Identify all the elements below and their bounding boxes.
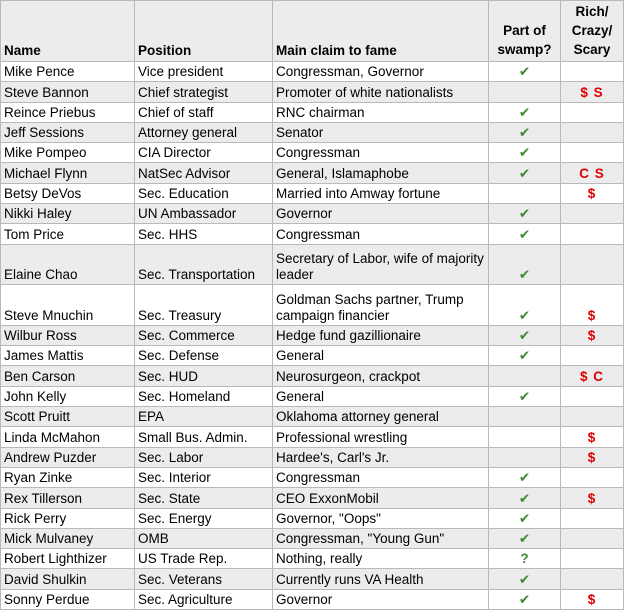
cell-name: Mike Pompeo (1, 143, 135, 163)
cell-position: Sec. HUD (135, 366, 273, 386)
cell-name: Ben Carson (1, 366, 135, 386)
cell-position: CIA Director (135, 143, 273, 163)
header-row (1, 1, 624, 62)
table-row (1, 204, 624, 224)
header-position: Position (135, 1, 273, 62)
table-row (1, 224, 624, 244)
cell-swamp (489, 427, 561, 447)
cell-claim: Congressman (273, 143, 489, 163)
cell-position: Sec. Agriculture (135, 589, 273, 609)
cell-swamp: ✔ (489, 325, 561, 345)
cell-rcs (561, 549, 624, 569)
table-row (1, 549, 624, 569)
cell-position: Sec. Veterans (135, 569, 273, 589)
table-row (1, 82, 624, 102)
cell-position: Chief strategist (135, 82, 273, 102)
cell-position: US Trade Rep. (135, 549, 273, 569)
table-row (1, 183, 624, 203)
cell-name: Michael Flynn (1, 163, 135, 183)
cell-rcs (561, 528, 624, 548)
cell-swamp: ✔ (489, 467, 561, 487)
cell-rcs: $ C (561, 366, 624, 386)
cell-position: Sec. Energy (135, 508, 273, 528)
cell-rcs (561, 386, 624, 406)
table-row (1, 528, 624, 548)
table-row (1, 285, 624, 326)
cell-rcs: $ S (561, 82, 624, 102)
table-row (1, 122, 624, 142)
cell-claim: Congressman, "Young Gun" (273, 528, 489, 548)
cell-name: Ryan Zinke (1, 467, 135, 487)
cell-rcs (561, 204, 624, 224)
cell-swamp: ✔ (489, 589, 561, 609)
table-row (1, 102, 624, 122)
cell-claim: Goldman Sachs partner, Trump campaign financier (273, 285, 489, 326)
table-body (1, 62, 624, 610)
cell-swamp: ? (489, 549, 561, 569)
table-row (1, 407, 624, 427)
cell-position: Vice president (135, 62, 273, 82)
cell-claim: Governor, "Oops" (273, 508, 489, 528)
cell-name: Steve Mnuchin (1, 285, 135, 326)
cell-claim: Married into Amway fortune (273, 183, 489, 203)
cell-rcs (561, 62, 624, 82)
cell-rcs (561, 508, 624, 528)
cell-claim: General (273, 386, 489, 406)
cell-position: Sec. HHS (135, 224, 273, 244)
cell-position: Sec. State (135, 488, 273, 508)
cell-claim: Governor (273, 589, 489, 609)
cell-position: NatSec Advisor (135, 163, 273, 183)
cell-rcs: $ (561, 589, 624, 609)
cell-rcs: $ (561, 488, 624, 508)
cell-position: Sec. Education (135, 183, 273, 203)
cell-swamp: ✔ (489, 386, 561, 406)
cell-claim: Oklahoma attorney general (273, 407, 489, 427)
cell-position: Small Bus. Admin. (135, 427, 273, 447)
table-row (1, 325, 624, 345)
cell-position: Chief of staff (135, 102, 273, 122)
cell-claim: CEO ExxonMobil (273, 488, 489, 508)
cell-position: Sec. Defense (135, 346, 273, 366)
table-row (1, 488, 624, 508)
cell-swamp: ✔ (489, 102, 561, 122)
cell-rcs (561, 143, 624, 163)
cell-rcs (561, 122, 624, 142)
cell-name: James Mattis (1, 346, 135, 366)
cell-position: Sec. Treasury (135, 285, 273, 326)
table-row (1, 143, 624, 163)
cell-claim: RNC chairman (273, 102, 489, 122)
table-row (1, 467, 624, 487)
cell-rcs (561, 102, 624, 122)
table-row (1, 569, 624, 589)
table-row (1, 366, 624, 386)
cell-name: Rex Tillerson (1, 488, 135, 508)
cell-name: Andrew Puzder (1, 447, 135, 467)
cell-claim: General (273, 346, 489, 366)
cell-name: Tom Price (1, 224, 135, 244)
cell-claim: Secretary of Labor, wife of majority leader (273, 244, 489, 285)
cell-name: Mike Pence (1, 62, 135, 82)
cell-rcs (561, 569, 624, 589)
cell-position: Sec. Labor (135, 447, 273, 467)
cell-name: Elaine Chao (1, 244, 135, 285)
cell-name: Mick Mulvaney (1, 528, 135, 548)
cell-position: OMB (135, 528, 273, 548)
cell-name: Wilbur Ross (1, 325, 135, 345)
cell-swamp (489, 447, 561, 467)
cell-claim: Promoter of white nationalists (273, 82, 489, 102)
cell-swamp: ✔ (489, 508, 561, 528)
cell-claim: Governor (273, 204, 489, 224)
cell-claim: Currently runs VA Health (273, 569, 489, 589)
cell-swamp (489, 407, 561, 427)
table-row (1, 244, 624, 285)
cell-claim: Congressman, Governor (273, 62, 489, 82)
cell-name: Jeff Sessions (1, 122, 135, 142)
cell-claim: Neurosurgeon, crackpot (273, 366, 489, 386)
cell-name: Betsy DeVos (1, 183, 135, 203)
table-row (1, 508, 624, 528)
cell-rcs (561, 244, 624, 285)
cell-rcs: $ (561, 325, 624, 345)
cell-claim: General, Islamaphobe (273, 163, 489, 183)
cell-rcs: C S (561, 163, 624, 183)
cell-name: Rick Perry (1, 508, 135, 528)
cell-swamp: ✔ (489, 285, 561, 326)
cell-position: EPA (135, 407, 273, 427)
table-row (1, 163, 624, 183)
cell-position: Sec. Interior (135, 467, 273, 487)
cell-swamp (489, 82, 561, 102)
cell-swamp: ✔ (489, 488, 561, 508)
cell-swamp: ✔ (489, 143, 561, 163)
cell-rcs (561, 467, 624, 487)
cell-name: John Kelly (1, 386, 135, 406)
cell-swamp (489, 183, 561, 203)
cell-claim: Senator (273, 122, 489, 142)
cell-swamp: ✔ (489, 346, 561, 366)
cell-claim: Hardee's, Carl's Jr. (273, 447, 489, 467)
cell-name: Scott Pruitt (1, 407, 135, 427)
cell-rcs: $ (561, 427, 624, 447)
table-row (1, 62, 624, 82)
cell-rcs: $ (561, 285, 624, 326)
cell-name: Nikki Haley (1, 204, 135, 224)
cell-position: Sec. Homeland (135, 386, 273, 406)
table-row (1, 346, 624, 366)
cell-name: Reince Priebus (1, 102, 135, 122)
cell-position: UN Ambassador (135, 204, 273, 224)
cell-swamp: ✔ (489, 204, 561, 224)
cell-name: Linda McMahon (1, 427, 135, 447)
cell-swamp: ✔ (489, 163, 561, 183)
header-claim: Main claim to fame (273, 1, 489, 62)
cell-claim: Nothing, really (273, 549, 489, 569)
cell-rcs (561, 224, 624, 244)
cell-swamp: ✔ (489, 528, 561, 548)
cell-position: Attorney general (135, 122, 273, 142)
table-row (1, 447, 624, 467)
cell-claim: Congressman (273, 224, 489, 244)
cell-swamp: ✔ (489, 122, 561, 142)
cell-swamp: ✔ (489, 62, 561, 82)
cell-swamp: ✔ (489, 224, 561, 244)
cell-claim: Congressman (273, 467, 489, 487)
cell-rcs: $ (561, 183, 624, 203)
table-row (1, 427, 624, 447)
cell-claim: Hedge fund gazillionaire (273, 325, 489, 345)
header-swamp: Part of swamp? (489, 1, 561, 62)
cell-swamp: ✔ (489, 569, 561, 589)
cell-name: Sonny Perdue (1, 589, 135, 609)
cell-rcs (561, 346, 624, 366)
header-name: Name (1, 1, 135, 62)
table-row (1, 589, 624, 609)
cell-rcs (561, 407, 624, 427)
cell-name: Steve Bannon (1, 82, 135, 102)
cell-name: Robert Lighthizer (1, 549, 135, 569)
cell-swamp (489, 366, 561, 386)
cell-name: David Shulkin (1, 569, 135, 589)
table-row (1, 386, 624, 406)
header-rcs: Rich/ Crazy/ Scary (561, 1, 624, 62)
cell-swamp: ✔ (489, 244, 561, 285)
cell-claim: Professional wrestling (273, 427, 489, 447)
cell-position: Sec. Transportation (135, 244, 273, 285)
cell-rcs: $ (561, 447, 624, 467)
cell-position: Sec. Commerce (135, 325, 273, 345)
